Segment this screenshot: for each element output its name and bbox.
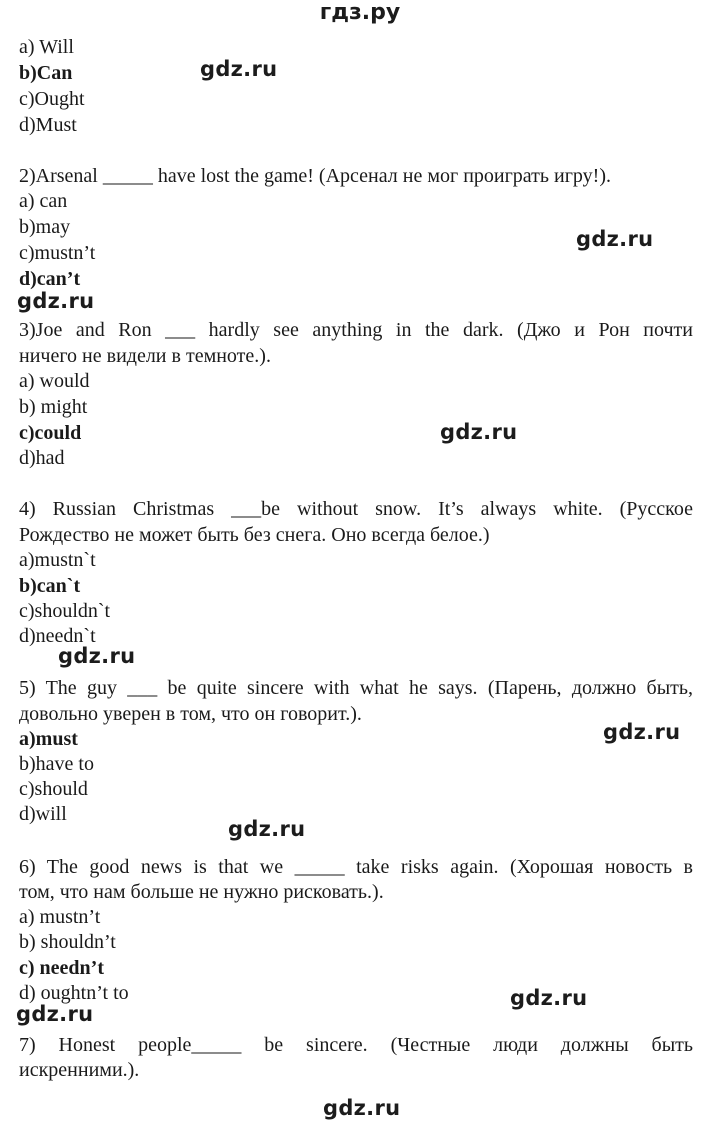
watermark: gdz.ru (603, 720, 681, 744)
watermark: gdz.ru (17, 289, 95, 313)
q3-text-line1: 3)Joe and Ron ___ hardly see anything in the dark. (Джо и Рон почти (19, 319, 693, 341)
q1-option-a: a) Will (19, 36, 74, 58)
q3-option-a: a) would (19, 370, 90, 392)
q5-option-d: d)will (19, 803, 67, 825)
q4-option-c: c)shouldn`t (19, 600, 111, 622)
watermark: gdz.ru (228, 817, 306, 841)
page-header: гдз.ру (319, 0, 401, 25)
watermark: gdz.ru (323, 1096, 401, 1120)
q5-text-line2: довольно уверен в том, что он говорит.). (19, 703, 362, 725)
q7-text-line1: 7) Honest people_____ be sincere. (Честные люди должны быть (19, 1034, 693, 1056)
q5-option-a: a)must (19, 728, 78, 750)
q5-option-b: b)have to (19, 753, 94, 775)
q2-option-c: c)mustn’t (19, 242, 96, 264)
q3-text-line2: ничего не видели в темноте.). (19, 345, 271, 367)
q1-option-b: b)Can (19, 62, 73, 84)
q4-text-line2: Рождество не может быть без снега. Оно всегда белое.) (19, 524, 490, 546)
watermark: gdz.ru (16, 1002, 94, 1026)
watermark: gdz.ru (440, 420, 518, 444)
q6-option-b: b) shouldn’t (19, 931, 116, 953)
q2-option-d: d)can’t (19, 268, 81, 290)
q6-option-a: a) mustn’t (19, 906, 101, 928)
q7-text-line2: искренними.). (19, 1059, 140, 1081)
q2-option-a: a) can (19, 190, 68, 212)
q4-option-a: a)mustn`t (19, 549, 96, 571)
q2-option-b: b)may (19, 216, 71, 238)
q6-text-line1: 6) The good news is that we _____ take risks again. (Хорошая новость в (19, 856, 693, 878)
q6-option-c: c) needn’t (19, 957, 104, 979)
q6-text-line2: том, что нам больше не нужно рисковать.). (19, 881, 384, 903)
q1-option-c: c)Ought (19, 88, 85, 110)
q3-option-b: b) might (19, 396, 88, 418)
watermark: gdz.ru (200, 57, 278, 81)
watermark: gdz.ru (58, 644, 136, 668)
q2-text: 2)Arsenal _____ have lost the game! (Арсенал не мог проиграть игру!). (19, 165, 611, 187)
q4-option-d: d)needn`t (19, 625, 96, 647)
q1-option-d: d)Must (19, 114, 77, 136)
q6-option-d: d) oughtn’t to (19, 982, 129, 1004)
watermark: gdz.ru (576, 227, 654, 251)
q4-text-line1: 4) Russian Christmas ___be without snow. It’s always white. (Русское (19, 498, 693, 520)
watermark: gdz.ru (510, 986, 588, 1010)
q3-option-c: c)could (19, 422, 82, 444)
q5-text-line1: 5) The guy ___ be quite sincere with what he says. (Парень, должно быть, (19, 677, 693, 699)
q4-option-b: b)can`t (19, 575, 81, 597)
q3-option-d: d)had (19, 447, 65, 469)
q5-option-c: c)should (19, 778, 88, 800)
